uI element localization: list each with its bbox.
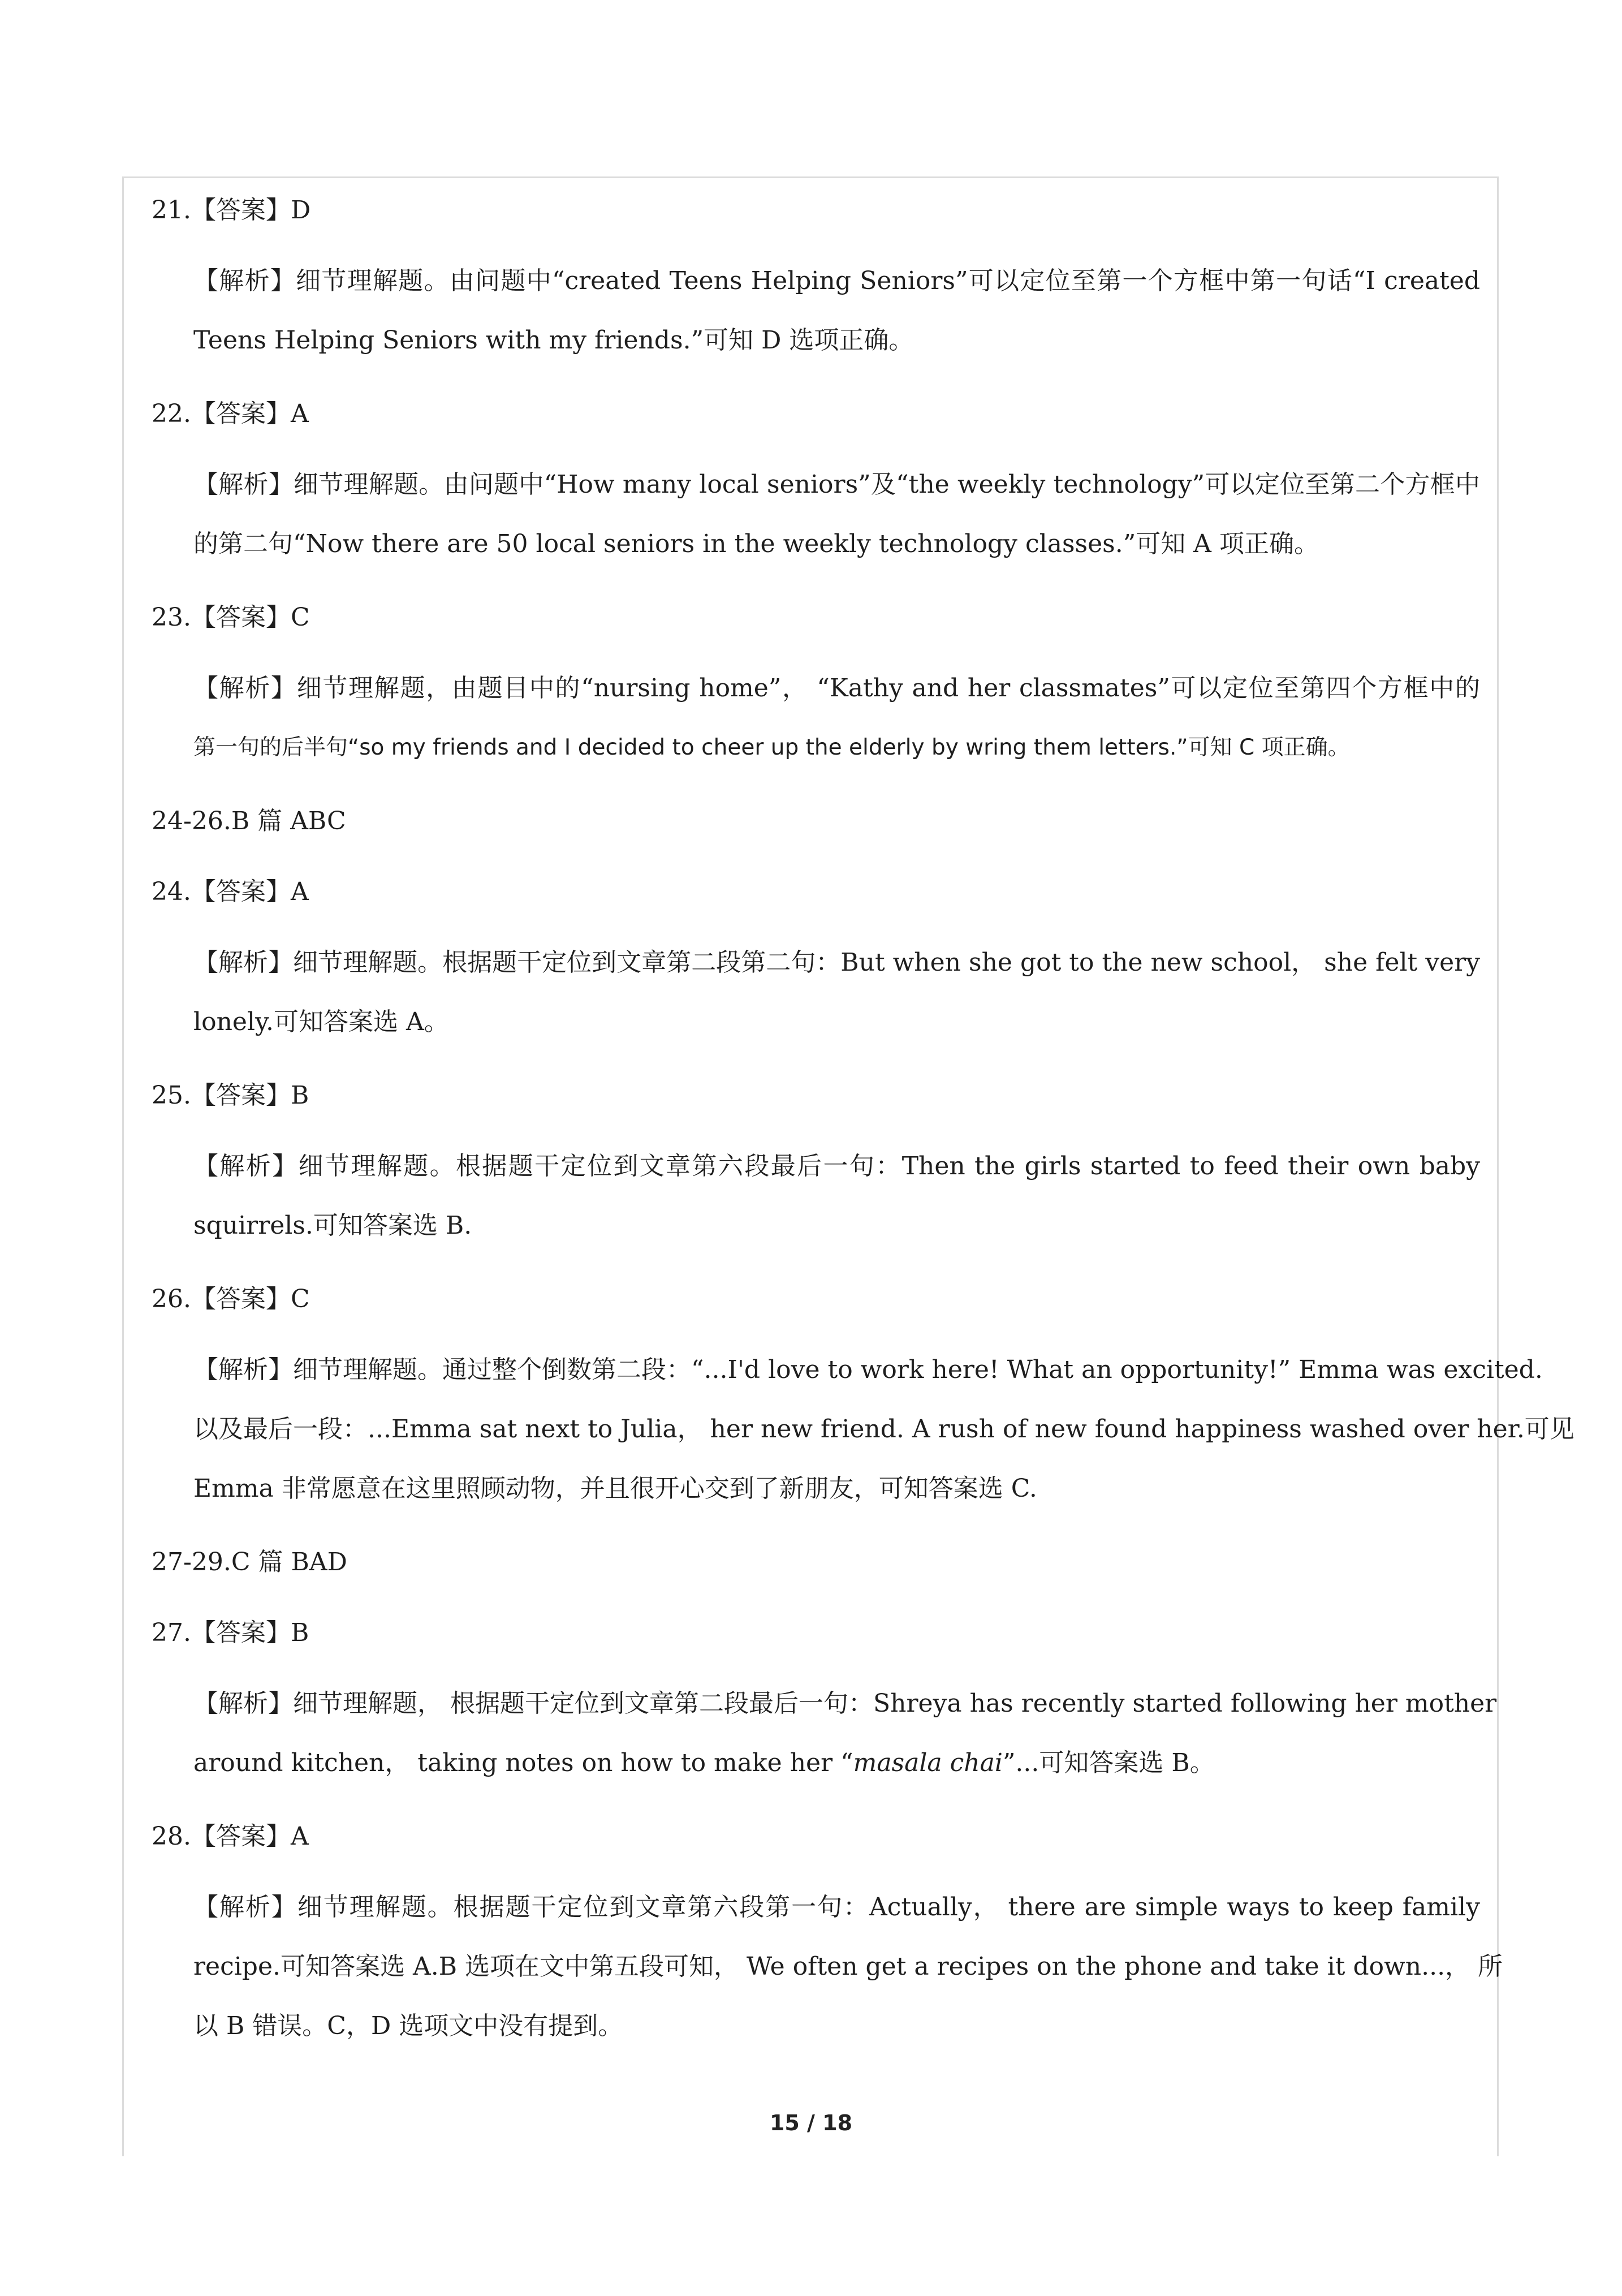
analysis-26-line-1: 【解析】细节理解题。通过整个倒数第二段：“...I'd love to work here! What an opportunity!” Emma was excited. xyxy=(193,1355,1543,1384)
analysis-23-line-1: 【解析】细节理解题，由题目中的“nursing home”， “Kathy and her classmates”可以定位至第四个方框中的 xyxy=(193,674,1480,703)
answer-22: 22.【答案】A xyxy=(152,399,309,428)
analysis-25-line-2: squirrels.可知答案选 B. xyxy=(193,1211,472,1240)
analysis-28-line-3: 以 B 错误。C，D 选项文中没有提到。 xyxy=(193,2011,623,2040)
answer-21: 21.【答案】D xyxy=(152,196,311,225)
answer-28: 28.【答案】A xyxy=(152,1822,309,1851)
answer-25: 25.【答案】B xyxy=(152,1081,309,1110)
analysis-27-line-2 xyxy=(193,1746,1215,1780)
analysis-27-text-before: around kitchen， taking notes on how to make her “ xyxy=(193,1748,853,1777)
answer-26: 26.【答案】C xyxy=(152,1285,310,1313)
answer-24: 24.【答案】A xyxy=(152,877,309,906)
analysis-27-text-after: ”...可知答案选 B。 xyxy=(1002,1748,1215,1777)
analysis-22-line-2: 的第二句“Now there are 50 local seniors in the weekly technology classes.”可知 A 项正确。 xyxy=(193,529,1319,558)
analysis-24-line-1: 【解析】细节理解题。根据题干定位到文章第二段第二句：But when she got to the new school， she felt very xyxy=(193,948,1480,977)
analysis-22-line-1: 【解析】细节理解题。由问题中“How many local seniors”及“the weekly technology”可以定位至第二个方框中 xyxy=(193,470,1480,499)
analysis-27-italic-term: masala chai xyxy=(853,1748,1003,1777)
analysis-23-line-2: 第一句的后半句“so my friends and I decided to cheer up the elderly by wring them letters.”可知 C 项正确。 xyxy=(193,735,1350,760)
answer-23: 23.【答案】C xyxy=(152,603,310,632)
analysis-26-line-3: Emma 非常愿意在这里照顾动物，并且很开心交到了新朋友，可知答案选 C. xyxy=(193,1474,1037,1503)
section-b-header: 24-26.B 篇 ABC xyxy=(152,807,346,835)
section-c-header: 27-29.C 篇 BAD xyxy=(152,1548,347,1576)
analysis-26-line-2: 以及最后一段：...Emma sat next to Julia， her new friend. A rush of new found happiness washed over her.可见 xyxy=(193,1415,1574,1444)
page-number: 15 / 18 xyxy=(769,2110,853,2135)
analysis-28-line-1: 【解析】细节理解题。根据题干定位到文章第六段第一句：Actually， there are simple ways to keep family xyxy=(193,1893,1480,1922)
answer-27: 27.【答案】B xyxy=(152,1618,309,1647)
analysis-21-line-2: Teens Helping Seniors with my friends.”可知 D 选项正确。 xyxy=(193,326,914,355)
analysis-21-line-1: 【解析】细节理解题。由问题中“created Teens Helping Seniors”可以定位至第一个方框中第一句话“I created xyxy=(193,266,1480,295)
analysis-28-line-2: recipe.可知答案选 A.B 选项在文中第五段可知， We often get a recipes on the phone and take it down...， 所 xyxy=(193,1952,1503,1981)
analysis-27-line-1: 【解析】细节理解题， 根据题干定位到文章第二段最后一句：Shreya has recently started following her mother xyxy=(193,1689,1497,1718)
analysis-24-line-2: lonely.可知答案选 A。 xyxy=(193,1007,449,1036)
analysis-25-line-1: 【解析】细节理解题。根据题干定位到文章第六段最后一句：Then the girls started to feed their own baby xyxy=(193,1152,1480,1181)
